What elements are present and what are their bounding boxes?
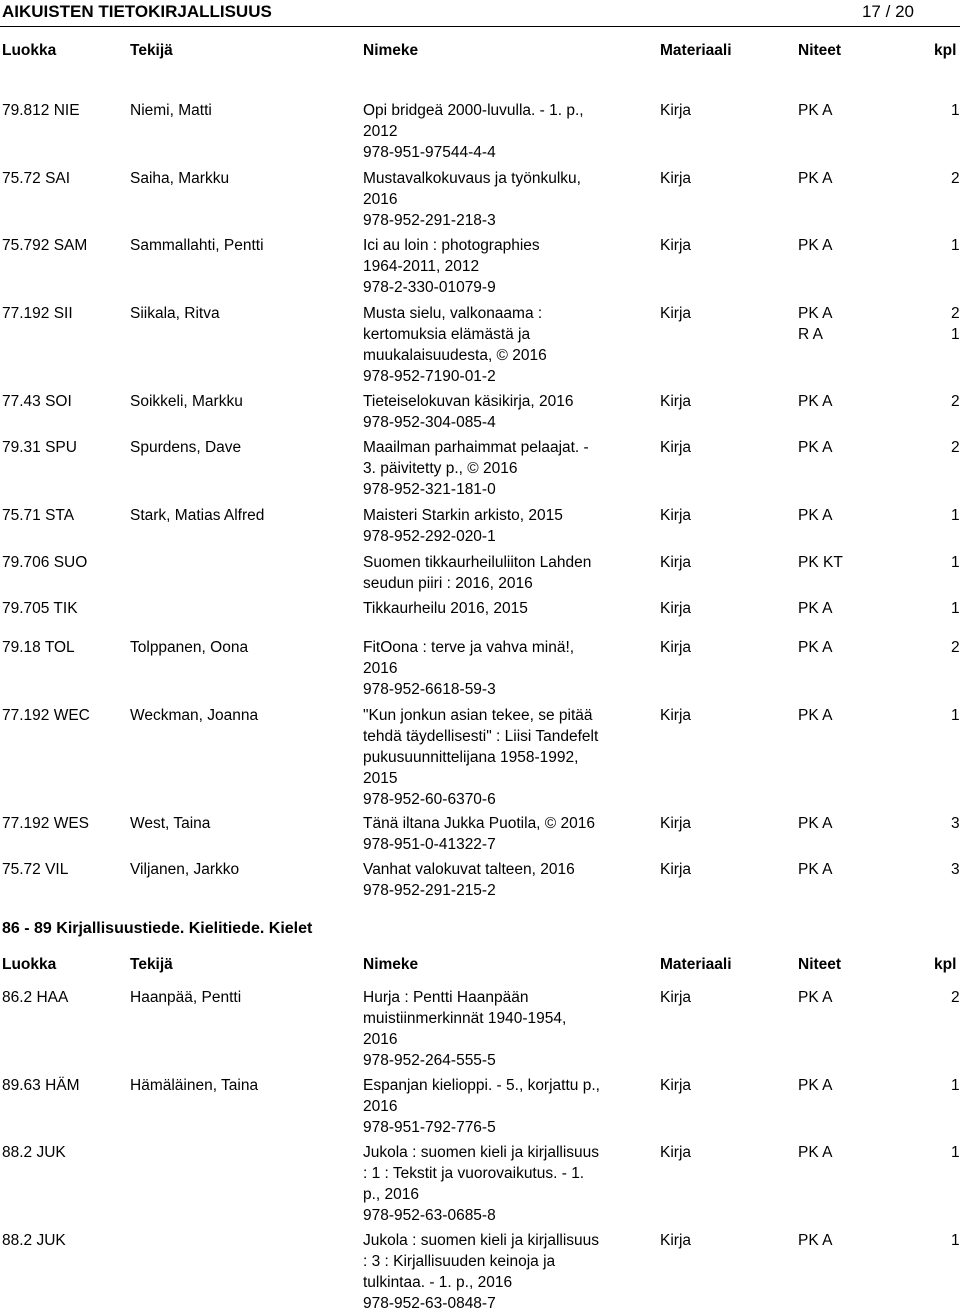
cell-kpl <box>951 437 960 458</box>
cell-tekija: Niemi, Matti <box>130 102 212 119</box>
cell-materiaali: Kirja <box>660 439 692 456</box>
nimeke-line: Hurja : Pentti Haanpään <box>363 989 529 1006</box>
cell-nimeke <box>363 859 633 901</box>
nimeke-line: Vanhat valokuvat talteen, 2016 <box>363 861 575 878</box>
cell-materiaali: Kirja <box>660 507 692 524</box>
niteet-line: PK A <box>798 707 833 724</box>
cell-tekija: Stark, Matias Alfred <box>130 507 265 524</box>
cell-nimeke <box>363 1075 633 1138</box>
nimeke-line: FitOona : terve ja vahva minä!, <box>363 639 575 656</box>
cell-nimeke <box>363 705 633 810</box>
kpl-line: 1 <box>951 102 960 119</box>
cell-tekija: Hämäläinen, Taina <box>130 1077 259 1094</box>
niteet-line: PK A <box>798 439 833 456</box>
page-separator: / <box>885 2 891 21</box>
nimeke-line: pukusuunnittelijana 1958-1992, <box>363 749 579 766</box>
kpl-line: 2 <box>951 439 960 456</box>
nimeke-line: 978-952-264-555-5 <box>363 1052 496 1069</box>
nimeke-line: 978-952-7190-01-2 <box>363 368 496 385</box>
cell-materiaali: Kirja <box>660 1077 692 1094</box>
cell-niteet <box>798 552 843 573</box>
kpl-line: 2 <box>951 170 960 187</box>
cell-luokka: 77.43 SOI <box>2 393 72 410</box>
col-nimeke: Nimeke <box>363 42 419 59</box>
cell-tekija: West, Taina <box>130 815 211 832</box>
cell-luokka: 77.192 WES <box>2 815 90 832</box>
nimeke-line: 2016 <box>363 1098 398 1115</box>
niteet-line: PK A <box>798 305 833 322</box>
cell-kpl <box>951 552 960 573</box>
cell-niteet <box>798 1230 832 1251</box>
nimeke-line: 978-952-63-0685-8 <box>363 1207 496 1224</box>
cell-kpl <box>951 168 960 189</box>
cell-kpl <box>951 1142 960 1163</box>
nimeke-line: seudun piiri : 2016, 2016 <box>363 575 533 592</box>
cell-tekija: Haanpää, Pentti <box>130 989 242 1006</box>
cell-materiaali: Kirja <box>660 237 692 254</box>
cell-niteet <box>798 813 832 834</box>
cell-kpl <box>951 235 960 256</box>
nimeke-line: muukalaisuudesta, © 2016 <box>363 347 547 364</box>
cell-materiaali: Kirja <box>660 1232 692 1249</box>
page-number: 17 <box>861 2 881 21</box>
cell-niteet <box>798 1075 832 1096</box>
cell-niteet <box>798 303 832 345</box>
nimeke-line: muistiinmerkinnät 1940-1954, <box>363 1010 567 1027</box>
cell-materiaali: Kirja <box>660 707 692 724</box>
cell-nimeke <box>363 505 633 547</box>
niteet-line: PK A <box>798 1144 833 1161</box>
cell-niteet <box>798 1142 832 1163</box>
nimeke-line: Opi bridgeä 2000-luvulla. - 1. p., <box>363 102 584 119</box>
nimeke-line: 2015 <box>363 770 398 787</box>
cell-nimeke <box>363 100 633 163</box>
niteet-line: PK A <box>798 639 833 656</box>
col-kpl: kpl <box>934 956 957 973</box>
nimeke-line: 978-2-330-01079-9 <box>363 279 496 296</box>
cell-niteet <box>798 637 832 658</box>
cell-kpl <box>951 391 960 412</box>
col-luokka: Luokka <box>2 956 57 973</box>
cell-kpl <box>951 598 960 619</box>
col-nimeke: Nimeke <box>363 956 419 973</box>
nimeke-line: Tikkaurheilu 2016, 2015 <box>363 600 528 617</box>
kpl-line: 1 <box>951 326 960 343</box>
cell-luokka: 79.18 TOL <box>2 639 75 656</box>
nimeke-line: Maailman parhaimmat pelaajat. - <box>363 439 589 456</box>
cell-niteet <box>798 598 832 619</box>
cell-tekija: Spurdens, Dave <box>130 439 242 456</box>
col-tekija: Tekijä <box>130 956 173 973</box>
nimeke-line: Tieteiselokuvan käsikirja, 2016 <box>363 393 574 410</box>
cell-materiaali: Kirja <box>660 989 692 1006</box>
nimeke-line: 978-951-792-776-5 <box>363 1119 496 1136</box>
cell-kpl <box>951 813 960 834</box>
cell-tekija: Tolppanen, Oona <box>130 639 249 656</box>
niteet-line: PK A <box>798 1077 833 1094</box>
nimeke-line: Jukola : suomen kieli ja kirjallisuus <box>363 1144 600 1161</box>
cell-tekija: Sammallahti, Pentti <box>130 237 264 254</box>
nimeke-line: 978-952-321-181-0 <box>363 481 496 498</box>
cell-nimeke <box>363 598 633 619</box>
cell-luokka: 77.192 WEC <box>2 707 90 724</box>
cell-nimeke <box>363 813 633 855</box>
cell-niteet <box>798 437 832 458</box>
niteet-line: PK A <box>798 989 833 1006</box>
col-materiaali: Materiaali <box>660 956 732 973</box>
cell-materiaali: Kirja <box>660 815 692 832</box>
col-luokka: Luokka <box>2 42 57 59</box>
cell-niteet <box>798 859 832 880</box>
kpl-line: 1 <box>951 600 960 617</box>
nimeke-line: tulkintaa. - 1. p., 2016 <box>363 1274 513 1291</box>
cell-niteet <box>798 235 832 256</box>
nimeke-line: Maisteri Starkin arkisto, 2015 <box>363 507 563 524</box>
nimeke-line: Musta sielu, valkonaama : <box>363 305 543 322</box>
cell-luokka: 77.192 SII <box>2 305 73 322</box>
nimeke-line: 978-952-6618-59-3 <box>363 681 496 698</box>
niteet-line: R A <box>798 326 823 343</box>
cell-niteet <box>798 505 832 526</box>
nimeke-line: p., 2016 <box>363 1186 420 1203</box>
niteet-line: PK A <box>798 237 833 254</box>
cell-niteet <box>798 705 832 726</box>
kpl-line: 1 <box>951 1232 960 1249</box>
cell-nimeke <box>363 552 633 594</box>
section-title: 86 - 89 Kirjallisuustiede. Kielitiede. Kielet <box>2 920 313 937</box>
niteet-line: PK KT <box>798 554 843 571</box>
kpl-line: 1 <box>951 1144 960 1161</box>
niteet-line: PK A <box>798 507 833 524</box>
cell-luokka: 79.31 SPU <box>2 439 77 456</box>
cell-materiaali: Kirja <box>660 393 692 410</box>
niteet-line: PK A <box>798 1232 833 1249</box>
kpl-line: 1 <box>951 707 960 724</box>
cell-materiaali: Kirja <box>660 102 692 119</box>
nimeke-line: 2016 <box>363 1031 398 1048</box>
cell-kpl <box>951 705 960 726</box>
nimeke-line: : 1 : Tekstit ja vuorovaikutus. - 1. <box>363 1165 585 1182</box>
cell-luokka: 79.812 NIE <box>2 102 80 119</box>
niteet-line: PK A <box>798 861 833 878</box>
nimeke-line: 978-952-292-020-1 <box>363 528 496 545</box>
cell-luokka: 79.706 SUO <box>2 554 88 571</box>
kpl-line: 3 <box>951 861 960 878</box>
kpl-line: 2 <box>951 305 960 322</box>
cell-nimeke <box>363 391 633 433</box>
col-kpl: kpl <box>934 42 957 59</box>
cell-luokka: 75.71 STA <box>2 507 75 524</box>
cell-niteet <box>798 391 832 412</box>
nimeke-line: Suomen tikkaurheiluliiton Lahden <box>363 554 592 571</box>
page-total: 20 <box>895 2 914 21</box>
cell-materiaali: Kirja <box>660 305 692 322</box>
col-niteet: Niteet <box>798 956 842 973</box>
nimeke-line: 2016 <box>363 191 398 208</box>
cell-luokka: 86.2 HAA <box>2 989 69 1006</box>
cell-materiaali: Kirja <box>660 554 692 571</box>
cell-nimeke <box>363 1142 633 1226</box>
cell-tekija: Weckman, Joanna <box>130 707 259 724</box>
cell-kpl <box>951 859 960 880</box>
nimeke-line: kertomuksia elämästä ja <box>363 326 531 343</box>
page-header <box>0 0 960 27</box>
nimeke-line: tehdä täydellisesti" : Liisi Tandefelt <box>363 728 599 745</box>
nimeke-line: 978-952-304-085-4 <box>363 414 496 431</box>
cell-kpl <box>951 100 960 121</box>
cell-tekija: Saiha, Markku <box>130 170 230 187</box>
nimeke-line: 978-951-0-41322-7 <box>363 836 496 853</box>
cell-kpl <box>951 505 960 526</box>
cell-kpl <box>951 1230 960 1251</box>
cell-niteet <box>798 100 832 121</box>
col-tekija: Tekijä <box>130 42 173 59</box>
cell-nimeke <box>363 303 633 387</box>
nimeke-line: 3. päivitetty p., © 2016 <box>363 460 518 477</box>
cell-nimeke <box>363 437 633 500</box>
cell-kpl <box>951 1075 960 1096</box>
cell-luokka: 75.792 SAM <box>2 237 88 254</box>
cell-kpl <box>951 637 960 658</box>
cell-nimeke <box>363 637 633 700</box>
nimeke-line: "Kun jonkun asian tekee, se pitää <box>363 707 593 724</box>
cell-nimeke <box>363 987 633 1071</box>
cell-niteet <box>798 168 832 189</box>
niteet-line: PK A <box>798 170 833 187</box>
nimeke-line: 978-952-291-218-3 <box>363 212 496 229</box>
cell-luokka: 88.2 JUK <box>2 1232 66 1249</box>
cell-luokka: 79.705 TIK <box>2 600 78 617</box>
cell-materiaali: Kirja <box>660 861 692 878</box>
kpl-line: 2 <box>951 393 960 410</box>
cell-materiaali: Kirja <box>660 170 692 187</box>
kpl-line: 2 <box>951 989 960 1006</box>
nimeke-line: 1964-2011, 2012 <box>363 258 480 275</box>
cell-luokka: 75.72 VIL <box>2 861 69 878</box>
kpl-line: 2 <box>951 639 960 656</box>
col-niteet: Niteet <box>798 42 842 59</box>
cell-nimeke <box>363 168 633 231</box>
report-title: AIKUISTEN TIETOKIRJALLISUUS <box>2 2 272 21</box>
cell-tekija: Viljanen, Jarkko <box>130 861 240 878</box>
cell-nimeke <box>363 1230 633 1314</box>
nimeke-line: 2012 <box>363 123 398 140</box>
nimeke-line: Tänä iltana Jukka Puotila, © 2016 <box>363 815 596 832</box>
nimeke-line: Jukola : suomen kieli ja kirjallisuus <box>363 1232 600 1249</box>
nimeke-line: 978-952-60-6370-6 <box>363 791 496 808</box>
cell-luokka: 89.63 HÄM <box>2 1077 80 1094</box>
nimeke-line: 2016 <box>363 660 398 677</box>
kpl-line: 1 <box>951 1077 960 1094</box>
col-materiaali: Materiaali <box>660 42 732 59</box>
kpl-line: 1 <box>951 237 960 254</box>
cell-luokka: 88.2 JUK <box>2 1144 66 1161</box>
column-header-2 <box>0 956 960 976</box>
kpl-line: 1 <box>951 507 960 524</box>
cell-tekija: Siikala, Ritva <box>130 305 220 322</box>
niteet-line: PK A <box>798 815 833 832</box>
kpl-line: 1 <box>951 554 960 571</box>
kpl-line: 3 <box>951 815 960 832</box>
nimeke-line: Mustavalkokuvaus ja työnkulku, <box>363 170 581 187</box>
cell-nimeke <box>363 235 633 298</box>
cell-niteet <box>798 987 832 1008</box>
nimeke-line: Espanjan kielioppi. - 5., korjattu p., <box>363 1077 600 1094</box>
page-indicator <box>862 2 914 22</box>
niteet-line: PK A <box>798 600 833 617</box>
cell-materiaali: Kirja <box>660 600 692 617</box>
nimeke-line: 978-951-97544-4-4 <box>363 144 496 161</box>
nimeke-line: Ici au loin : photographies <box>363 237 540 254</box>
cell-tekija: Soikkeli, Markku <box>130 393 243 410</box>
niteet-line: PK A <box>798 393 833 410</box>
cell-kpl <box>951 987 960 1008</box>
nimeke-line: 978-952-63-0848-7 <box>363 1295 496 1312</box>
nimeke-line: : 3 : Kirjallisuuden keinoja ja <box>363 1253 556 1270</box>
nimeke-line: 978-952-291-215-2 <box>363 882 496 899</box>
niteet-line: PK A <box>798 102 833 119</box>
cell-kpl <box>951 303 960 345</box>
cell-materiaali: Kirja <box>660 639 692 656</box>
cell-luokka: 75.72 SAI <box>2 170 71 187</box>
cell-materiaali: Kirja <box>660 1144 692 1161</box>
column-header-1 <box>0 42 960 62</box>
